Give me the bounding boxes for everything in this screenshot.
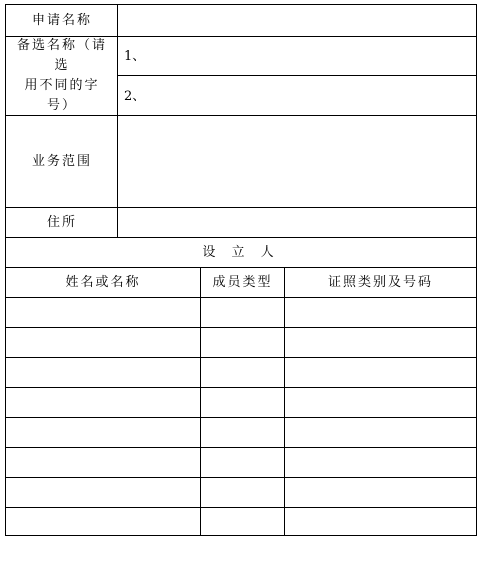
col-member-type-header: 成员类型 (212, 274, 273, 290)
address-field[interactable] (122, 208, 472, 237)
col-id-type-header: 证照类别及号码 (327, 274, 433, 290)
row-divider (6, 477, 476, 478)
row-divider (6, 387, 476, 388)
alt-name-1[interactable]: 1、 (124, 49, 146, 64)
alt-name-label (14, 36, 110, 115)
address-label: 住所 (46, 214, 77, 230)
row-divider (6, 357, 476, 358)
row-divider (6, 327, 476, 328)
col-name-header: 姓名或名称 (65, 274, 141, 290)
row-divider (6, 507, 476, 508)
apply-name-label: 申请名称 (31, 12, 92, 28)
business-scope-field[interactable] (122, 116, 472, 207)
apply-name-field[interactable] (122, 5, 472, 36)
alt-name-label-line2: 用不同的字号） (24, 77, 100, 113)
row-divider (6, 447, 476, 448)
alt-name-2[interactable]: 2、 (124, 89, 146, 104)
founders-header: 设 立 人 (202, 244, 280, 260)
row-divider (6, 417, 476, 418)
registration-form (5, 4, 477, 536)
alt-name-label-line1: 备选名称（请选 (16, 37, 107, 73)
business-scope-label: 业务范围 (31, 153, 92, 169)
